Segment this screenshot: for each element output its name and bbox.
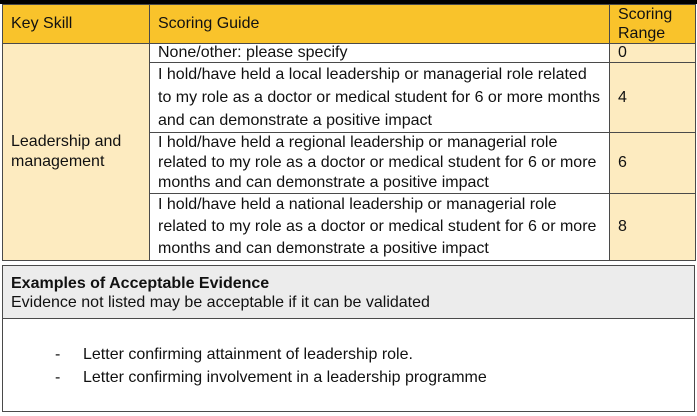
- scoring-guide-header: Scoring Guide: [150, 5, 610, 44]
- scoring-guide-cell: I hold/have held a national leadership or managerial role related to my role as a doctor or medical student for 6 or more months and can demonstrate a positive impact: [150, 194, 610, 261]
- scoring-guide-cell: None/other: please specify: [150, 44, 610, 63]
- list-item: [55, 343, 487, 366]
- list-item-text: Letter confirming involvement in a leadership programme: [83, 369, 487, 386]
- score-cell: 6: [610, 133, 696, 194]
- scoring-range-header: Scoring Range: [610, 5, 696, 44]
- list-bullet: -: [55, 369, 61, 386]
- list-bullet: -: [55, 346, 61, 363]
- evidence-header: [2, 265, 695, 319]
- scoring-guide-cell: I hold/have held a local leadership or managerial role related to my role as a doctor or medical student for 6 or more months and can demonstrate a positive impact: [150, 63, 610, 133]
- evidence-list-box: [2, 318, 695, 412]
- evidence-subheading: Evidence not listed may be acceptable if it can be validated: [11, 294, 430, 311]
- table-row: [3, 44, 696, 63]
- scoring-table: [2, 4, 696, 261]
- evidence-list: [55, 343, 487, 389]
- key-skill-header: Key Skill: [3, 5, 150, 44]
- table-header-row: [3, 5, 696, 44]
- key-skill-label: Leadership and management: [11, 133, 122, 170]
- score-cell: 4: [610, 63, 696, 133]
- list-item-text: Letter confirming attainment of leadership role.: [83, 346, 413, 363]
- score-cell: 8: [610, 194, 696, 261]
- key-skill-cell: [3, 44, 150, 261]
- evidence-heading: Examples of Acceptable Evidence: [11, 275, 270, 292]
- score-cell: 0: [610, 44, 696, 63]
- list-item: [55, 366, 487, 389]
- scoring-guide-cell: I hold/have held a regional leadership or managerial role related to my role as a doctor or medical student for 6 or more months and can demonstrate a positive impact: [150, 133, 610, 194]
